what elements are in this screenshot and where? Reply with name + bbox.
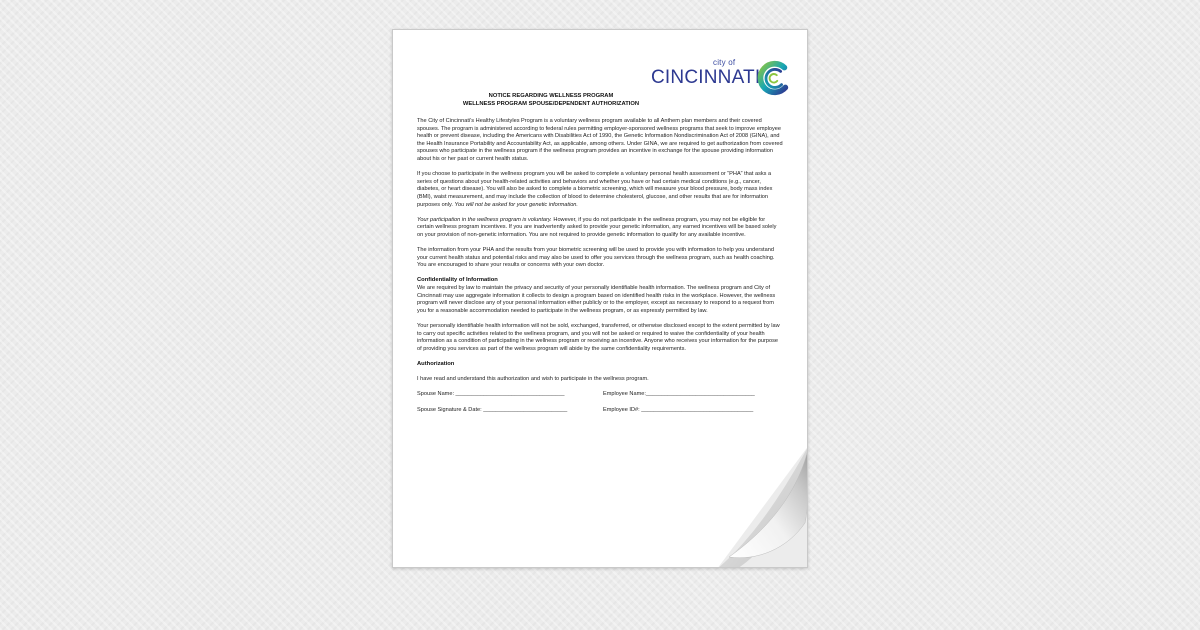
paragraph-authorization: I have read and understand this authorization and wish to participate in the wellness program. (417, 376, 649, 383)
logo-city-of: city of (713, 58, 736, 67)
paragraph-pha-text: If you choose to participate in the wellness program you will be asked to complete a voluntary personal health assessment or “PHA” that asks a series of questions about your health-related activities and behaviors and whether you have or had certain medical conditions (e.g., cancer, diabetes, or heart disease). You will also be asked to complete a biometric screening, which will measure your blood pressure, body mass index (BMI), waist measurement, and may include the collection of blood to determine cholesterol, glucose, and other results that are for information purposes only. (417, 171, 773, 208)
heading-line-2: WELLNESS PROGRAM SPOUSE/DEPENDENT AUTHORIZATION (462, 101, 640, 107)
signature-row-ids (417, 407, 783, 415)
paragraph-pha (417, 171, 783, 209)
paragraph-voluntary (417, 217, 783, 240)
paragraph-results: The information from your PHA and the results from your biometric screening will be used to provide you with information to help you understand your current health status and potential risks and may also be used to offer you services through the wellness program, such as health coaching. You are encouraged to share your results or concerns with your own doctor. (417, 247, 775, 269)
logo-wordmark: CINCINNATI (651, 67, 761, 88)
authorization-heading: Authorization (417, 361, 455, 367)
paragraph-privacy: We are required by law to maintain the privacy and security of your personally identifiable health information. The wellness program and City of Cincinnati may use aggregate information it collects to design a program based on identified health risks in the workplace. However, the wellness program will never disclose any of your personal information either publicly or to the employer, except as necessary to respond to a request from you for a reasonable accommodation needed to participate in the wellness program, or as expressly permitted by law. (417, 285, 776, 314)
paragraph-pha-italic: You will not be asked for your genetic information. (454, 201, 578, 208)
document-body (417, 118, 783, 422)
employee-id-field[interactable]: Employee ID#: ____________________________________ (603, 406, 754, 413)
paragraph-disclosure: Your personally identifiable health information will not be sold, exchanged, transferred, or otherwise disclosed except to the extent permitted by law to carry out specific activities related to the wellness program, and you will not be asked or required to waive the confidentiality of your health information as a condition of participating in the wellness program or receiving an incentive. Anyone who receives your information for the purpose of providing you services as part of the wellness program will abide by the same confidentiality requirements. (417, 323, 780, 352)
spouse-name-field[interactable]: Spouse Name: ___________________________________ (417, 391, 565, 398)
c-swoosh-logo-icon (754, 58, 792, 98)
paragraph-voluntary-italic: Your participation in the wellness program is voluntary. (417, 216, 552, 223)
page-curl-graphic (717, 445, 808, 568)
signature-row-names (417, 391, 783, 399)
paragraph-voluntary-text: However, if you do not participate in the wellness program, you may not be eligible for certain wellness program incentives. If you are inadvertently asked to provide your genetic information, any earned incentives will be based solely on your provision of non-genetic information. You are not required to provide genetic information to qualify for any available incentive. (417, 216, 777, 238)
heading-line-1: NOTICE REGARDING WELLNESS PROGRAM (488, 93, 614, 99)
employee-name-field[interactable]: Employee Name:___________________________________ (603, 391, 755, 398)
document-page (392, 29, 808, 568)
spouse-signature-field[interactable]: Spouse Signature & Date: ___________________________ (417, 406, 568, 413)
document-heading (417, 92, 685, 108)
paragraph-intro: The City of Cincinnati’s Healthy Lifestyles Program is a voluntary wellness program available to all Anthem plan members and their covered spouses. The program is administered according to federal rules permitting employer-sponsored wellness programs that seek to improve employee health or prevent disease, including the Americans with Disabilities Act of 1990, the Genetic Information Nondiscrimination Act of 2008 (GINA), and the Health Insurance Portability and Accountability Act, as applicable, among others. Under GINA, we are required to get authorization from covered spouses who participate in the wellness program if the wellness program provides an incentive in exchange for the spouse providing information about his or her past or current health status. (417, 118, 783, 162)
confidentiality-heading: Confidentiality of Information (417, 277, 498, 284)
